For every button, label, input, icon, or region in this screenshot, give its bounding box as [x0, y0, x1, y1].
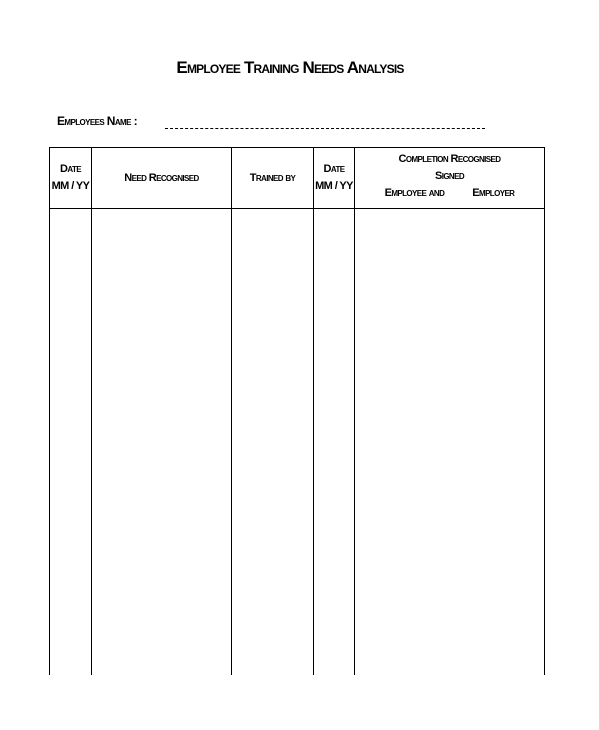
column-divider: [354, 148, 355, 675]
header-date-2: [314, 148, 354, 208]
header-completion: [355, 148, 544, 208]
column-divider: [313, 148, 314, 675]
header-date: [50, 148, 91, 208]
employee-name-field[interactable]: [165, 118, 485, 129]
header-divider: [50, 208, 544, 209]
header-completion-label: Completion Recognised: [398, 153, 501, 165]
header-need-recognised: [92, 148, 231, 208]
header-employee-label: Employee and: [384, 187, 445, 199]
header-trained-by-label: Trained by: [249, 171, 296, 184]
header-employer-label: Employer: [472, 187, 515, 199]
training-needs-table: [49, 147, 545, 675]
column-divider: [231, 148, 232, 675]
header-date-label: Date: [60, 163, 81, 175]
header-need-recognised-label: Need Recognised: [124, 171, 199, 184]
header-trained-by: [232, 148, 313, 208]
header-signed-label: Signed: [434, 170, 465, 182]
header-date-2-format: MM / YY: [315, 180, 353, 192]
column-divider: [91, 148, 92, 675]
document-title: Employee Training Needs Analysis: [176, 58, 404, 77]
signature-labels: [385, 185, 515, 202]
header-date-2-label: Date: [323, 163, 345, 175]
employee-name-label: Employees Name :: [57, 114, 137, 128]
header-date-format: MM / YY: [51, 180, 90, 192]
